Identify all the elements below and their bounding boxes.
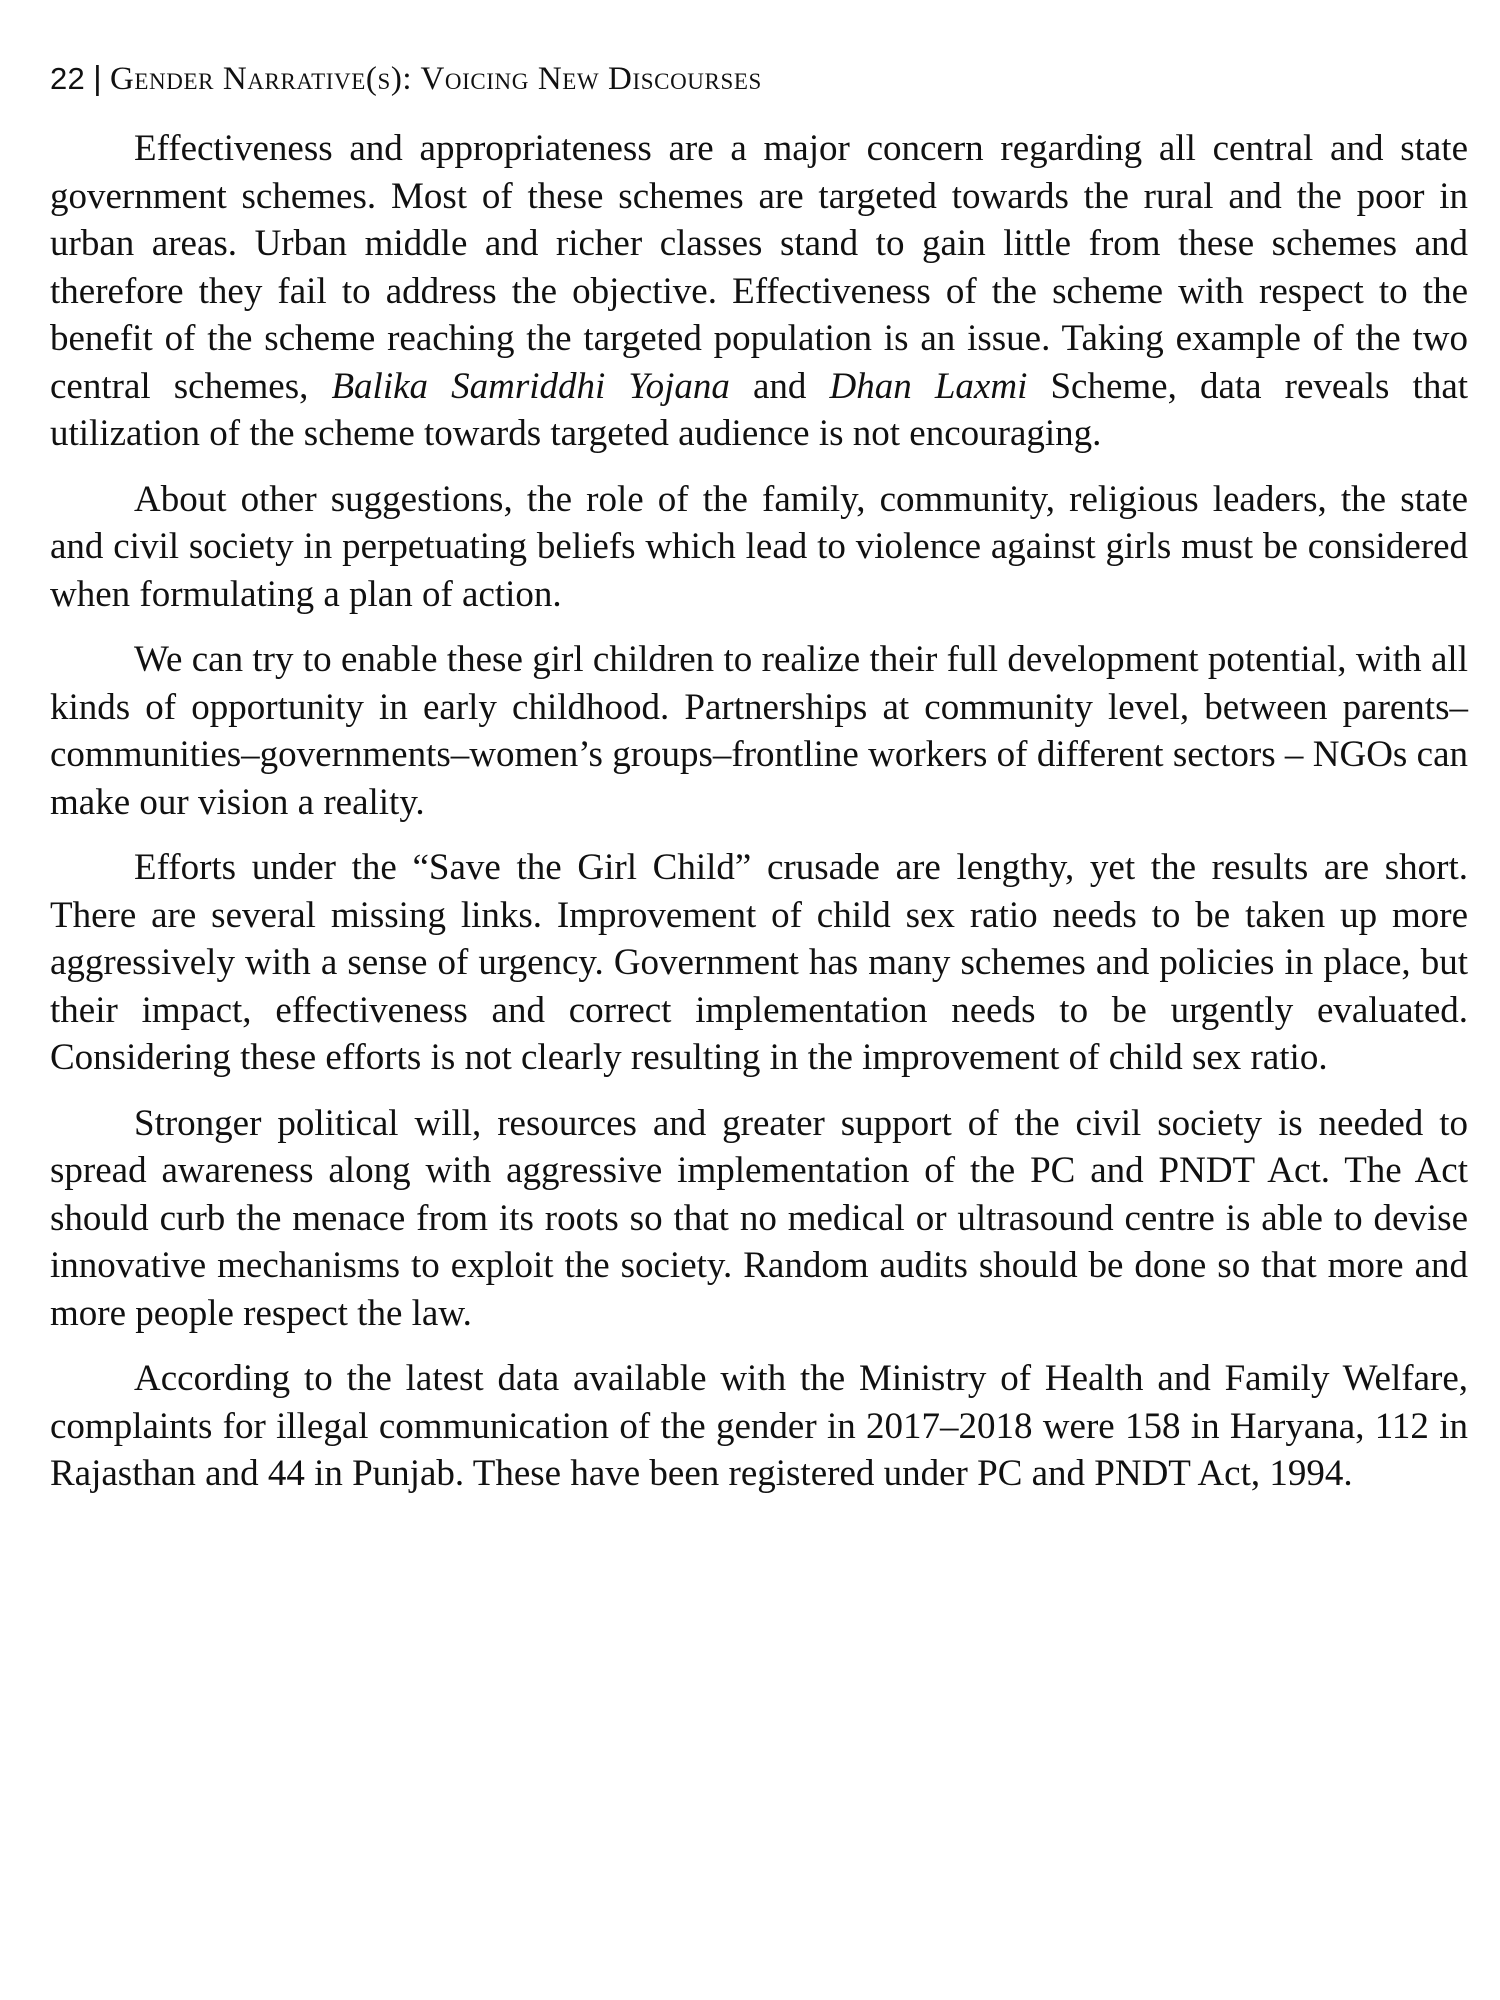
paragraph-ministry-data: According to the latest data available with the Ministry of Health and Family Welfare, complaints for illegal communication of the gender in 2017–2018 were 158 in Haryana, 112 in Rajasthan and 44 in Punjab. These have been registered under PC and PNDT Act, 1994. <box>50 1358 1468 1494</box>
scheme-name-balika: Balika Samriddhi Yojana <box>331 365 730 407</box>
header-separator: | <box>93 59 102 96</box>
book-title: Gender Narrative(s): Voicing New Discourses <box>109 61 762 97</box>
page-number: 22 <box>50 61 86 96</box>
paragraph-political-will: Stronger political will, resources and greater support of the civil society is needed to spread awareness along with aggressive implementation of the PC and PNDT Act. The Act should curb the menace from its roots so that no medical or ultrasound centre is able to devise innovative mechanisms to exploit the society. Random audits should be done so that more and more people respect the law. <box>50 1102 1468 1334</box>
book-page <box>50 0 1468 2000</box>
paragraph-text: Effectiveness and appropriateness are a major concern regarding all central and state government schemes. Most of these schemes are targeted towards the rural and the poor in urban areas. Urban middle and richer classes stand to gain little from these schemes and therefore they fail to address the objective. Effectiveness of the scheme with respect to the benefit of the scheme reaching the targeted population is an issue. Taking example of the two central schemes, <box>50 128 1468 407</box>
paragraph-partnerships: We can try to enable these girl children to realize their full development potential, with all kinds of opportunity in early childhood. Partnerships at community level, between parents–communities–governments–women’s groups–frontline workers of different sectors – NGOs can make our vision a reality. <box>50 639 1468 823</box>
scheme-name-dhan-laxmi: Dhan Laxmi <box>829 365 1028 407</box>
paragraph-text: and <box>752 365 807 407</box>
paragraph-save-girl-child: Efforts under the “Save the Girl Child” crusade are lengthy, yet the results are short. There are several missing links. Improvement of child sex ratio needs to be taken up more aggressively with a sense of urgency. Government has many schemes and policies in place, but their impact, effectiveness and correct implementation needs to be urgently evaluated. Considering these efforts is not clearly resulting in the improvement of child sex ratio. <box>50 847 1468 1078</box>
paragraph-text: Scheme, data reveals that utilization of the scheme towards targeted audience is not encouraging. <box>50 365 1469 454</box>
paragraph-other-suggestions: About other suggestions, the role of the family, community, religious leaders, the state and civil society in perpetuating beliefs which lead to violence against girls must be considered when formulating a plan of action. <box>50 478 1468 615</box>
running-header <box>50 58 762 99</box>
body-text <box>50 125 1468 1516</box>
paragraph-schemes-effectiveness <box>50 125 1468 458</box>
